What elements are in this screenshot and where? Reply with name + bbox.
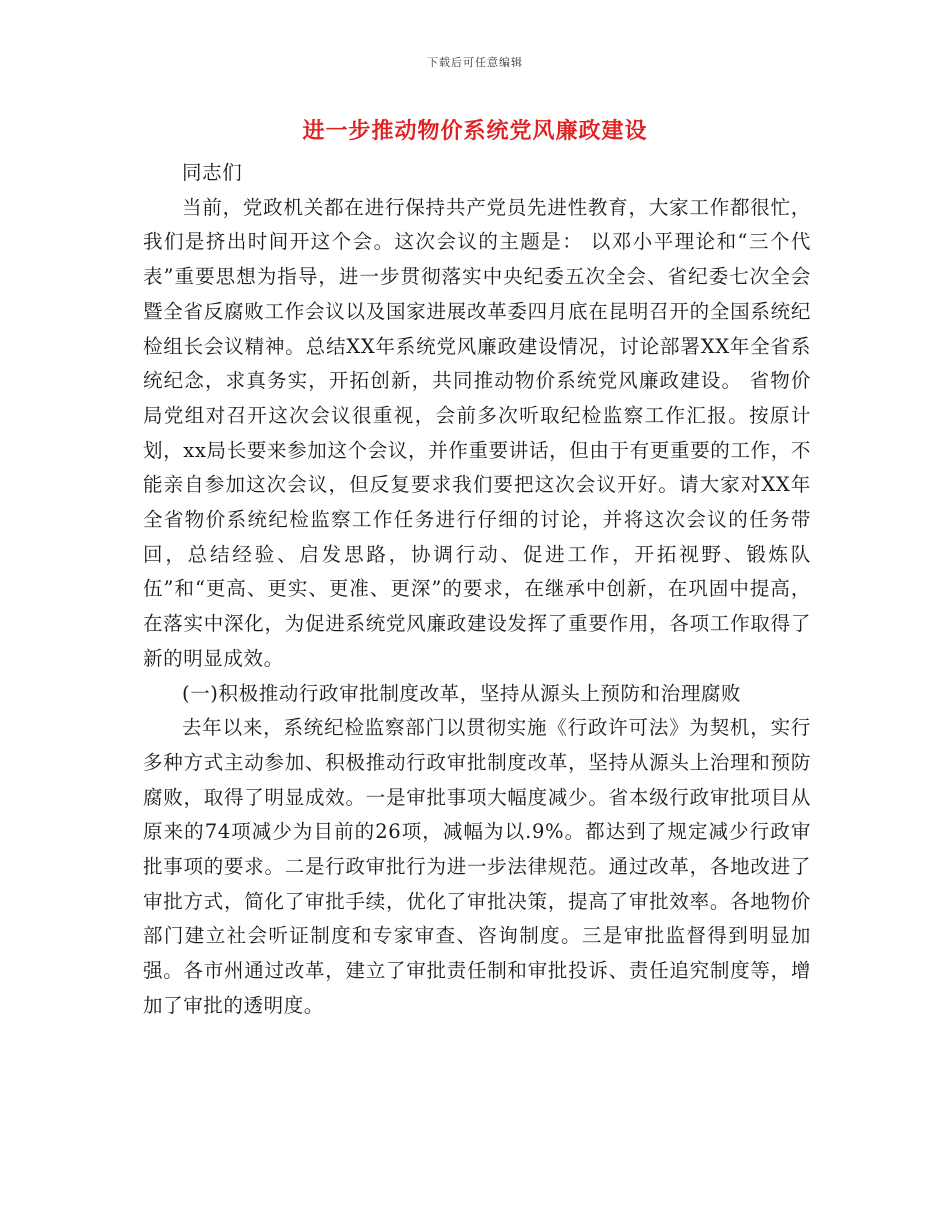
body-paragraph: 当前，党政机关都在进行保持共产党员先进性教育，大家工作都很忙，我们是挤出时间开这个会。这次会议的主题是： 以邓小平理论和“三个代表”重要思想为指导，进一步贯彻落实中央纪委五次全会、省纪委七次全会暨全省反腐败工作会议以及国家进展改革委四月底在昆明召开的全国系统纪检组长会议精神。总结XX年系统党风廉政建设情况，讨论部署XX年全省系统纪念，求真务实，开拓创新，共同推动物价系统党风廉政建设。 省物价局党组对召开这次会议很重视，会前多次听取纪检监察工作汇报。按原计划，xx局长要来参加这个会议，并作重要讲话，但由于有更重要的工作，不能亲自参加这次会议，但反复要求我们要把这次会议开好。请大家对XX年全省物价系统纪检监察工作任务进行仔细的讨论，并将这次会议的任务带回，总结经验、启发思路，协调行动、促进工作，开拓视野、锻炼队伍”和“更高、更实、更准、更深”的要求，在继承中创新，在巩固中提高，在落实中深化，为促进系统党风廉政建设发挥了重要作用，各项工作取得了新的明显成效。 — [143, 195, 811, 670]
salutation-paragraph: 同志们 — [182, 161, 243, 184]
section-heading-paragraph: (一)积极推动行政审批制度改革，坚持从源头上预防和治理腐败 — [182, 681, 742, 705]
document-body — [143, 156, 811, 1024]
body-paragraph: 去年以来，系统纪检监察部门以贯彻实施《行政许可法》为契机，实行多种方式主动参加、积极推动行政审批制度改革，坚持从源头上治理和预防腐败，取得了明显成效。一是审批事项大幅度减少。省本级行政审批项目从原来的74项减少为目前的26项，减幅为以.9%。都达到了规定减少行政审批事项的要求。二是行政审批行为进一步法律规范。通过改革，各地改进了审批方式，简化了审批手续，优化了审批决策，提高了审批效率。各地物价部门建立社会听证制度和专家审查、咨询制度。三是审批监督得到明显加强。各市州通过改革，建立了审批责任制和审批投诉、责任追究制度等，增加了审批的透明度。 — [143, 716, 811, 1017]
header-note: 下载后可任意编辑 — [427, 56, 523, 69]
document-title: 进一步推动物价系统党风廉政建设 — [302, 118, 648, 144]
